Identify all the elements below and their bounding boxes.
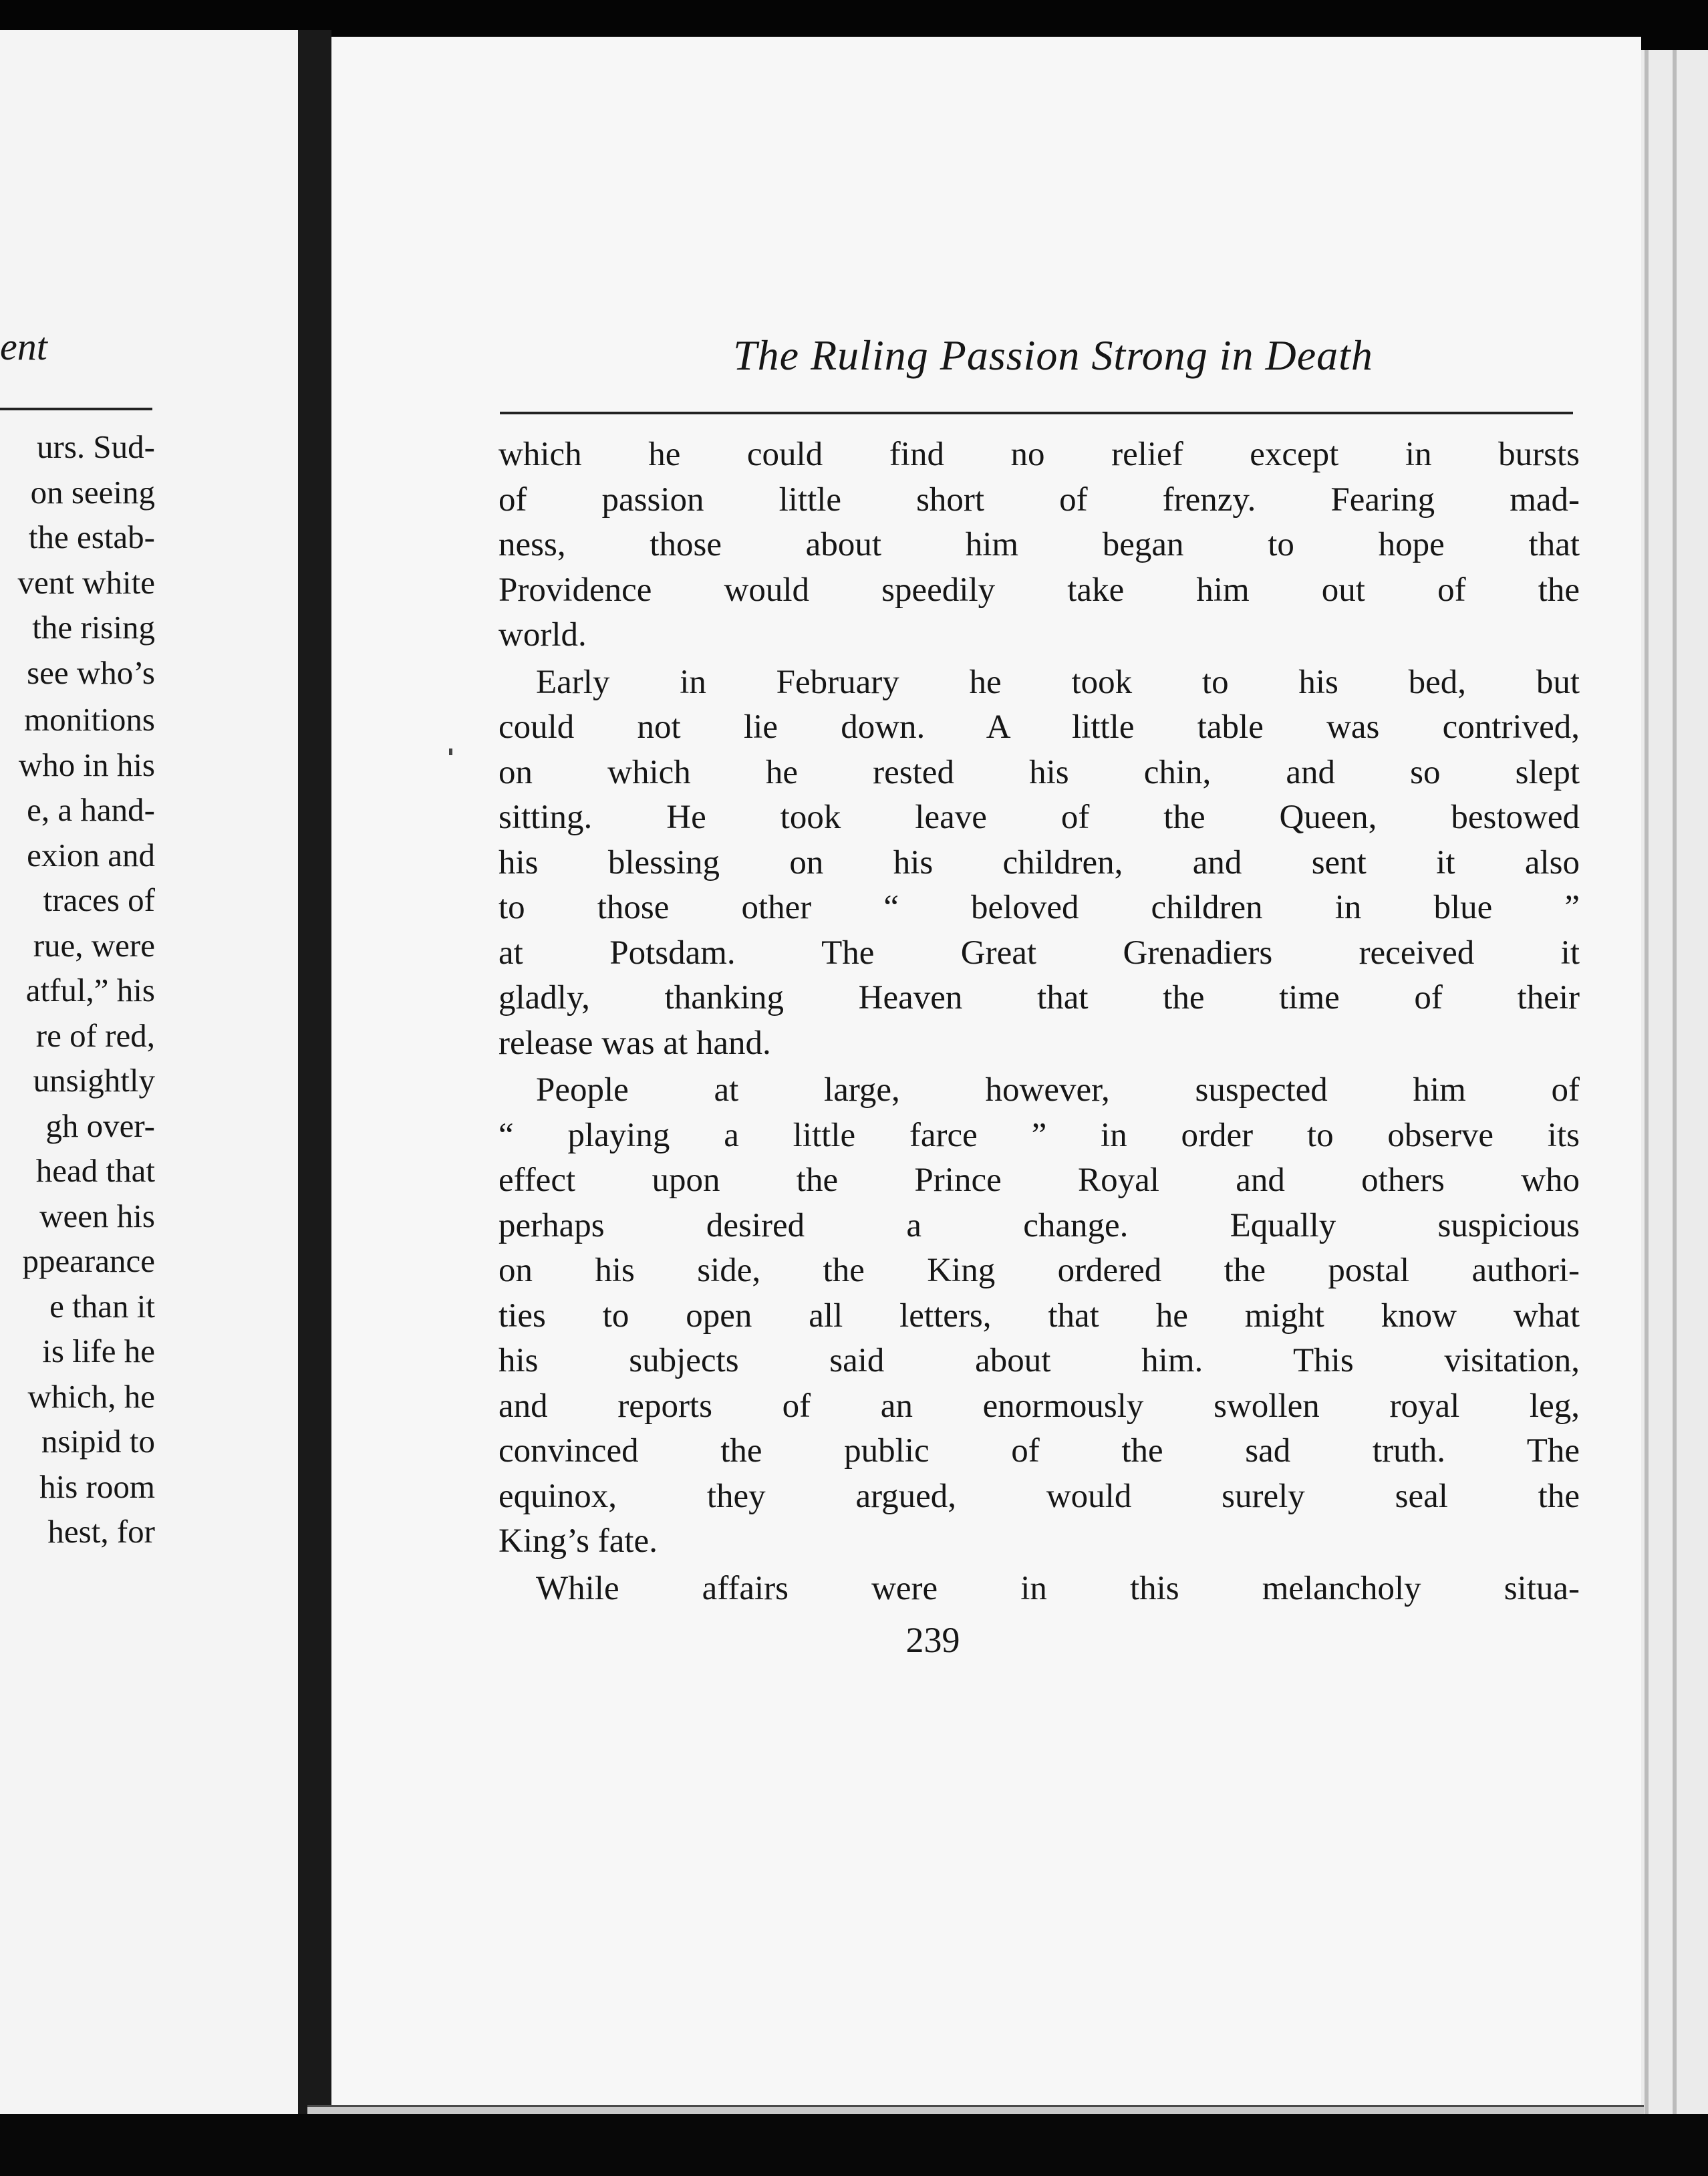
left-text-line: is life he (42, 1333, 155, 1369)
book-gutter (298, 30, 331, 2114)
text-line: his subjects said about him. This visitation, (499, 1342, 1580, 1379)
left-text-line: head that (35, 1152, 155, 1189)
left-text-line: traces of (43, 881, 155, 918)
text-line: world. (499, 616, 587, 654)
left-text-line: monitions (23, 701, 155, 738)
left-text-line: ppearance (22, 1242, 155, 1279)
text-line: perhaps desired a change. Equally suspicious (499, 1206, 1580, 1244)
left-text-line: his room (39, 1468, 155, 1505)
scan-background-bottom (0, 2114, 1708, 2176)
text-line: and reports of an enormously swollen royal leg, (499, 1387, 1580, 1425)
text-line: could not lie down. A little table was contrived, (499, 708, 1580, 746)
left-text-line: gh over- (45, 1107, 155, 1144)
running-head: The Ruling Passion Strong in Death (733, 331, 1373, 379)
text-line: While affairs were in this melancholy situa- (536, 1569, 1580, 1607)
left-header-rule (0, 408, 152, 410)
left-text-line: urs. Sud- (37, 428, 155, 465)
page-edge-strip (1645, 50, 1649, 2142)
page-edge-strip (1673, 50, 1677, 2142)
text-line: at Potsdam. The Great Grenadiers received it (499, 934, 1580, 972)
left-running-head-fragment: ent (0, 325, 47, 368)
text-line: of passion little short of frenzy. Fearing mad- (499, 481, 1580, 519)
text-line: convinced the public of the sad truth. The (499, 1432, 1580, 1470)
text-line: to those other “ beloved children in blue ” (499, 889, 1580, 926)
text-line: sitting. He took leave of the Queen, bestowed (499, 799, 1580, 836)
text-line: effect upon the Prince Royal and others who (499, 1162, 1580, 1199)
left-text-line: atful,” his (25, 972, 155, 1008)
text-line: ties to open all letters, that he might know what (499, 1297, 1580, 1335)
left-text-line: nsipid to (41, 1423, 155, 1460)
left-text-line: the estab- (28, 519, 155, 555)
left-text-line: vent white (17, 563, 155, 601)
text-line: ness, those about him began to hope that (499, 526, 1580, 563)
left-text-line: re of red, (35, 1016, 155, 1054)
right-page (331, 37, 1641, 2122)
page-number: 239 (905, 1620, 960, 1660)
text-line: Early in February he took to his bed, but (536, 663, 1580, 701)
stray-mark (449, 749, 452, 755)
left-text-line: on seeing (30, 473, 155, 511)
text-line: on which he rested his chin, and so slept (499, 753, 1580, 791)
left-page-text (0, 424, 155, 1554)
text-line: on his side, the King ordered the postal authori- (499, 1252, 1580, 1289)
left-text-line: rue, were (33, 926, 155, 964)
page-stack-edge (1630, 50, 1708, 2142)
left-text-line: who in his (18, 746, 155, 783)
left-text-line: e than it (49, 1287, 155, 1325)
body-text (499, 432, 1580, 1611)
left-text-line: the rising (32, 609, 155, 646)
text-line: Providence would speedily take him out of the (499, 571, 1580, 609)
left-text-line: ween his (39, 1197, 155, 1234)
text-line: King’s fate. (499, 1522, 658, 1560)
left-text-line: e, a hand- (27, 791, 155, 828)
text-line: “ playing a little farce ” in order to observe its (499, 1116, 1580, 1154)
left-text-line: hest, for (47, 1513, 155, 1550)
header-rule (500, 412, 1573, 414)
text-line: gladly, thanking Heaven that the time of their (499, 979, 1580, 1016)
left-page (0, 30, 299, 2114)
text-line: equinox, they argued, would surely seal the (499, 1477, 1580, 1515)
left-text-line: exion and (27, 836, 155, 873)
left-text-line: unsightly (33, 1062, 155, 1099)
text-line: release was at hand. (499, 1024, 771, 1062)
text-line: People at large, however, suspected him of (536, 1071, 1580, 1109)
left-text-line: see who’s (27, 654, 155, 691)
text-line: which he could find no relief except in bursts (499, 436, 1580, 473)
text-line: his blessing on his children, and sent it also (499, 843, 1580, 881)
left-text-line: which, he (27, 1377, 155, 1415)
